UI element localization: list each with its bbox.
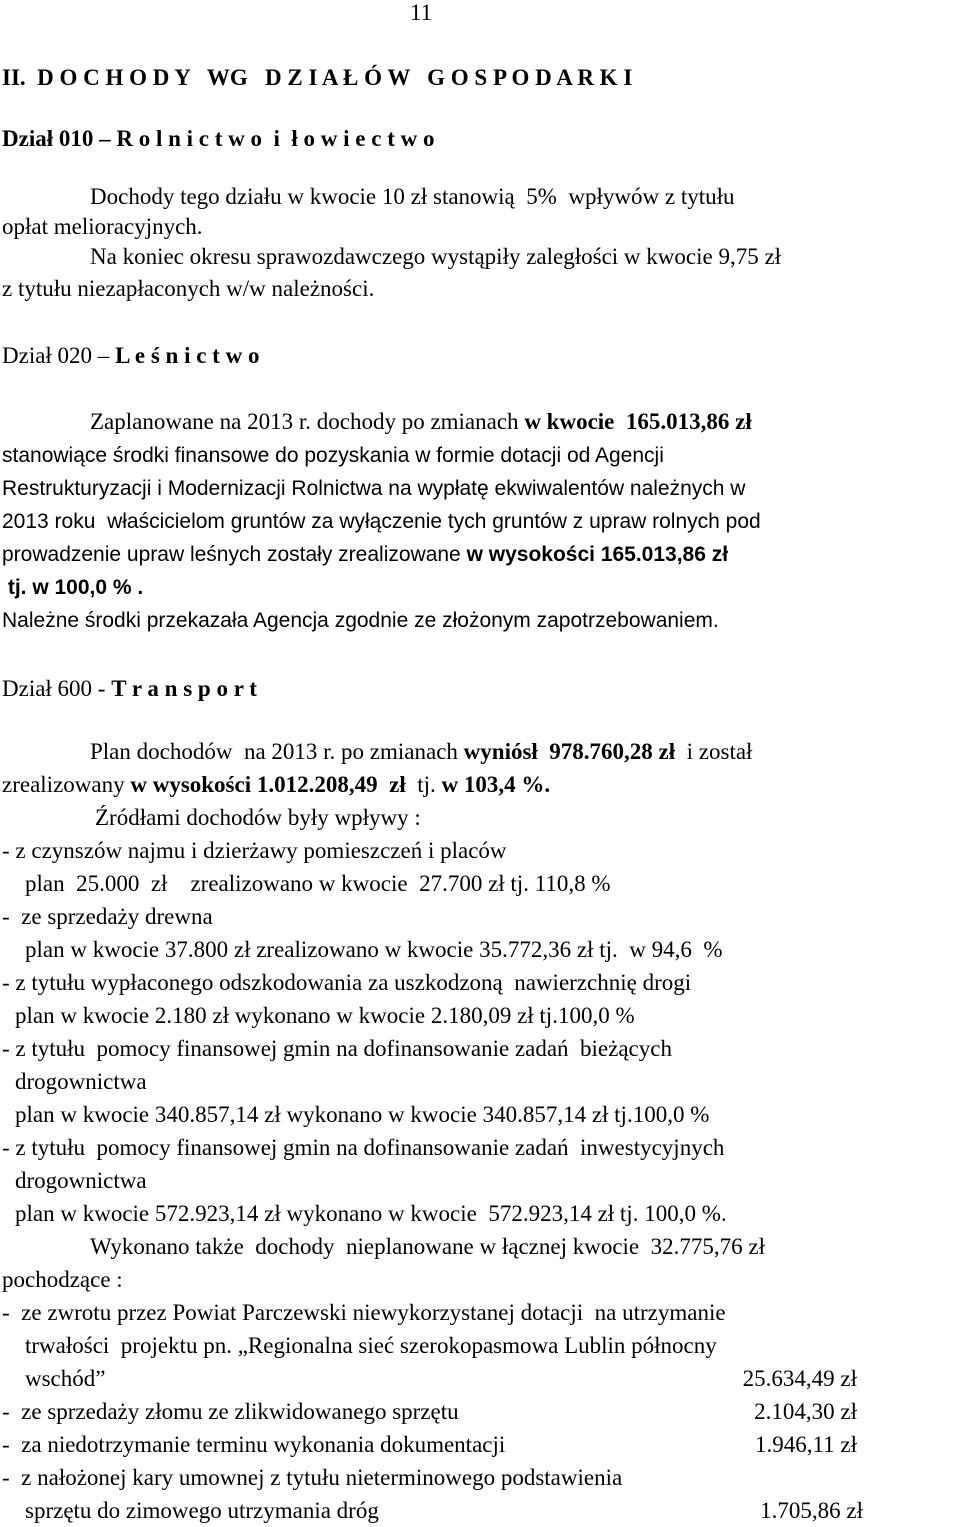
dzial-020-heading: Dział 020 – L e ś n i c t w o xyxy=(2,343,260,368)
list-item-detail: plan 25.000 zł zrealizowano w kwocie 27.700 zł tj. 110,8 % xyxy=(25,871,611,896)
paragraph-line: z tytułu niezapłaconych w/w należności. xyxy=(2,276,375,301)
paragraph-line: pochodzące : xyxy=(2,1267,123,1292)
list-item-detail: plan w kwocie 2.180 zł wykonano w kwocie 2.180,09 zł tj.100,0 % xyxy=(15,1003,635,1028)
list-item: - z tytułu pomocy finansowej gmin na dofinansowanie zadań bieżących xyxy=(2,1036,672,1061)
amount-value: 2.104,30 zł xyxy=(754,1399,857,1424)
list-item: sprzętu do zimowego utrzymania dróg xyxy=(25,1498,379,1523)
paragraph-line: zrealizowany w wysokości 1.012.208,49 zł tj. w 103,4 %. xyxy=(2,772,551,797)
paragraph-line: Na koniec okresu sprawozdawczego wystąpiły zaległości w kwocie 9,75 zł xyxy=(90,244,782,269)
paragraph-line: Należne środki przekazała Agencja zgodnie ze złożonym zapotrzebowaniem. xyxy=(2,609,719,632)
list-item: - za niedotrzymanie terminu wykonania dokumentacji xyxy=(2,1432,506,1457)
dzial-010-heading: Dział 010 – R o l n i c t w o i ł o w i e c t w o xyxy=(2,126,435,151)
list-item: trwałości projektu pn. „Regionalna sieć szerokopasmowa Lublin północny xyxy=(25,1333,717,1358)
amount-value: 25.634,49 zł xyxy=(742,1366,857,1391)
section-heading: II. D O C H O D Y WG D Z I A Ł Ó W G O S P O D A R K I xyxy=(2,65,633,90)
paragraph-line: Dochody tego działu w kwocie 10 zł stanowią 5% wpływów z tytułu xyxy=(90,184,735,209)
list-item: - z tytułu pomocy finansowej gmin na dofinansowanie zadań inwestycyjnych xyxy=(2,1135,725,1160)
paragraph-line: Wykonano także dochody nieplanowane w łącznej kwocie 32.775,76 zł xyxy=(90,1234,765,1259)
paragraph-line: prowadzenie upraw leśnych zostały zrealizowane w wysokości 165.013,86 zł xyxy=(2,543,729,566)
amount-value: 1.705,86 zł xyxy=(760,1498,863,1523)
amount-value: 1.946,11 zł xyxy=(755,1432,857,1457)
paragraph-line: tj. w 100,0 % . xyxy=(2,576,144,599)
page-number: 11 xyxy=(410,0,433,25)
list-item: wschód” xyxy=(25,1366,106,1391)
paragraph-line: stanowiące środki finansowe do pozyskania w formie dotacji od Agencji xyxy=(2,444,664,467)
paragraph-line: Plan dochodów na 2013 r. po zmianach wyniósł 978.760,28 zł i został xyxy=(90,739,753,764)
paragraph-line: opłat melioracyjnych. xyxy=(2,214,203,239)
list-item: drogownictwa xyxy=(15,1168,147,1193)
list-item-detail: plan w kwocie 37.800 zł zrealizowano w kwocie 35.772,36 zł tj. w 94,6 % xyxy=(25,937,723,962)
dzial-600-heading: Dział 600 - T r a n s p o r t xyxy=(2,676,257,701)
list-item: - z czynszów najmu i dzierżawy pomieszczeń i placów xyxy=(2,838,507,863)
list-item: - ze sprzedaży drewna xyxy=(2,904,213,929)
paragraph-line: 2013 roku właścicielom gruntów za wyłączenie tych gruntów z upraw rolnych pod xyxy=(2,510,761,533)
list-item: - ze zwrotu przez Powiat Parczewski niewykorzystanej dotacji na utrzymanie xyxy=(2,1300,726,1325)
list-item: - z tytułu wypłaconego odszkodowania za uszkodzoną nawierzchnię drogi xyxy=(2,970,692,995)
list-item: drogownictwa xyxy=(15,1069,147,1094)
paragraph-line: Restrukturyzacji i Modernizacji Rolnictwa na wypłatę ekwiwalentów należnych w xyxy=(2,477,746,500)
paragraph-line: Źródłami dochodów były wpływy : xyxy=(95,805,421,830)
list-item: - ze sprzedaży złomu ze zlikwidowanego sprzętu xyxy=(2,1399,459,1424)
list-item-detail: plan w kwocie 340.857,14 zł wykonano w kwocie 340.857,14 zł tj.100,0 % xyxy=(15,1102,710,1127)
paragraph-line: Zaplanowane na 2013 r. dochody po zmianach w kwocie 165.013,86 zł xyxy=(90,409,752,434)
list-item: - z nałożonej kary umownej z tytułu nieterminowego podstawienia xyxy=(2,1465,623,1490)
list-item-detail: plan w kwocie 572.923,14 zł wykonano w kwocie 572.923,14 zł tj. 100,0 %. xyxy=(15,1201,727,1226)
